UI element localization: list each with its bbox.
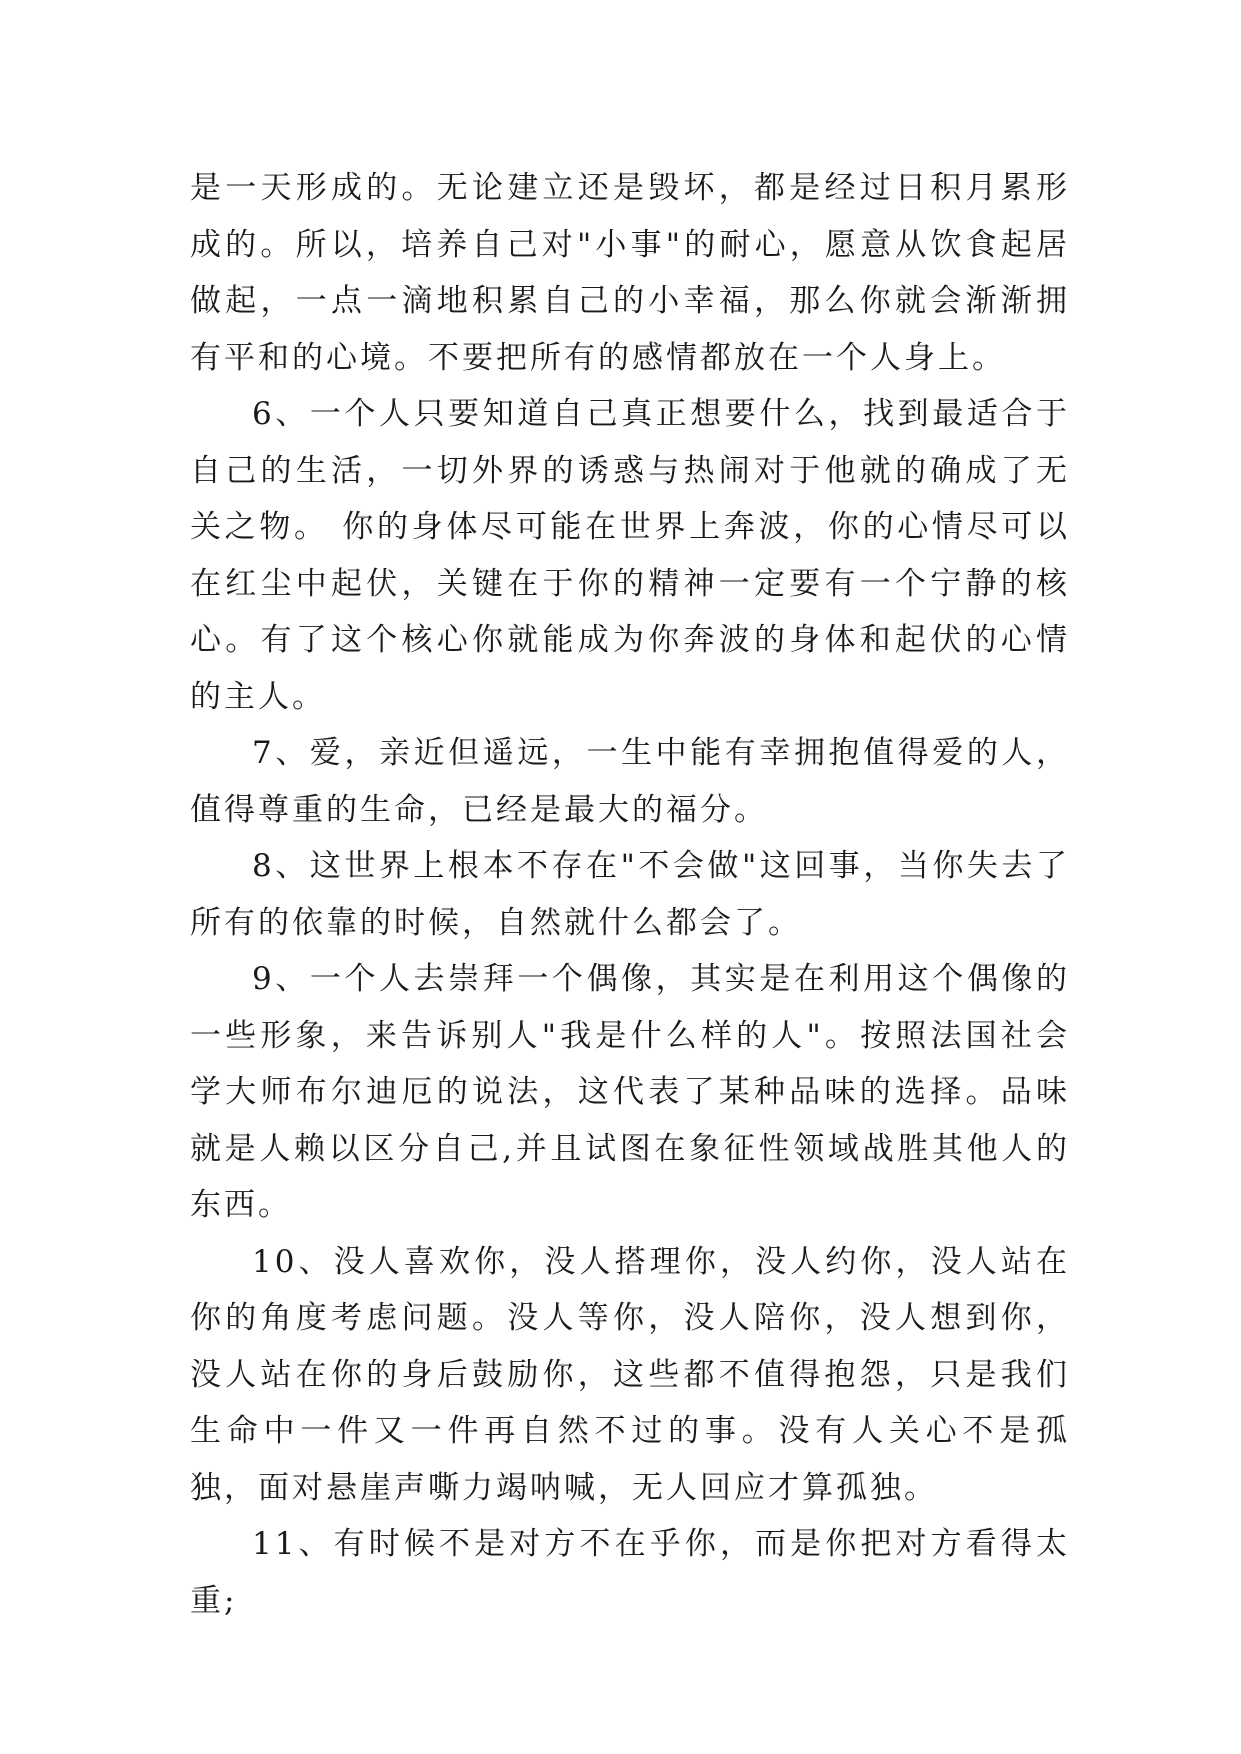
paragraph-7: 7、爱，亲近但遥远，一生中能有幸拥抱值得爱的人，值得尊重的生命，已经是最大的福分。 <box>190 735 1070 828</box>
paragraph-6: 6、一个人只要知道自己真正想要什么，找到最适合于自己的生活，一切外界的诱惑与热闹对于他就的确成了无关之物。 你的身体尽可能在世界上奔波，你的心情尽可以在红尘中起伏，关键在于你的精神一定要有一个宁静的核心。有了这个核心你就能成为你奔波的身体和起伏的心情的主人。 <box>190 396 1070 715</box>
paragraph-11: 11、有时候不是对方不在乎你，而是你把对方看得太重; <box>190 1526 1070 1619</box>
paragraph-10: 10、没人喜欢你，没人搭理你，没人约你，没人站在你的角度考虑问题。没人等你，没人陪你，没人想到你，没人站在你的身后鼓励你，这些都不值得抱怨，只是我们生命中一件又一件再自然不过的事。没有人关心不是孤独，面对悬崖声嘶力竭呐喊，无人回应才算孤独。 <box>190 1243 1070 1506</box>
paragraph-continuation: 是一天形成的。无论建立还是毁坏，都是经过日积月累形成的。所以，培养自己对"小事"的耐心，愿意从饮食起居做起，一点一滴地积累自己的小幸福，那么你就会渐渐拥有平和的心境。不要把所有的感情都放在一个人身上。 <box>190 170 1070 376</box>
document-page <box>190 160 1070 1629</box>
paragraph-8: 8、这世界上根本不存在"不会做"这回事，当你失去了所有的依靠的时候，自然就什么都会了。 <box>190 848 1070 941</box>
paragraph-9: 9、一个人去崇拜一个偶像，其实是在利用这个偶像的一些形象，来告诉别人"我是什么样的人"。按照法国社会学大师布尔迪厄的说法，这代表了某种品味的选择。品味就是人赖以区分自己,并且试图在象征性领域战胜其他人的东西。 <box>190 961 1070 1223</box>
